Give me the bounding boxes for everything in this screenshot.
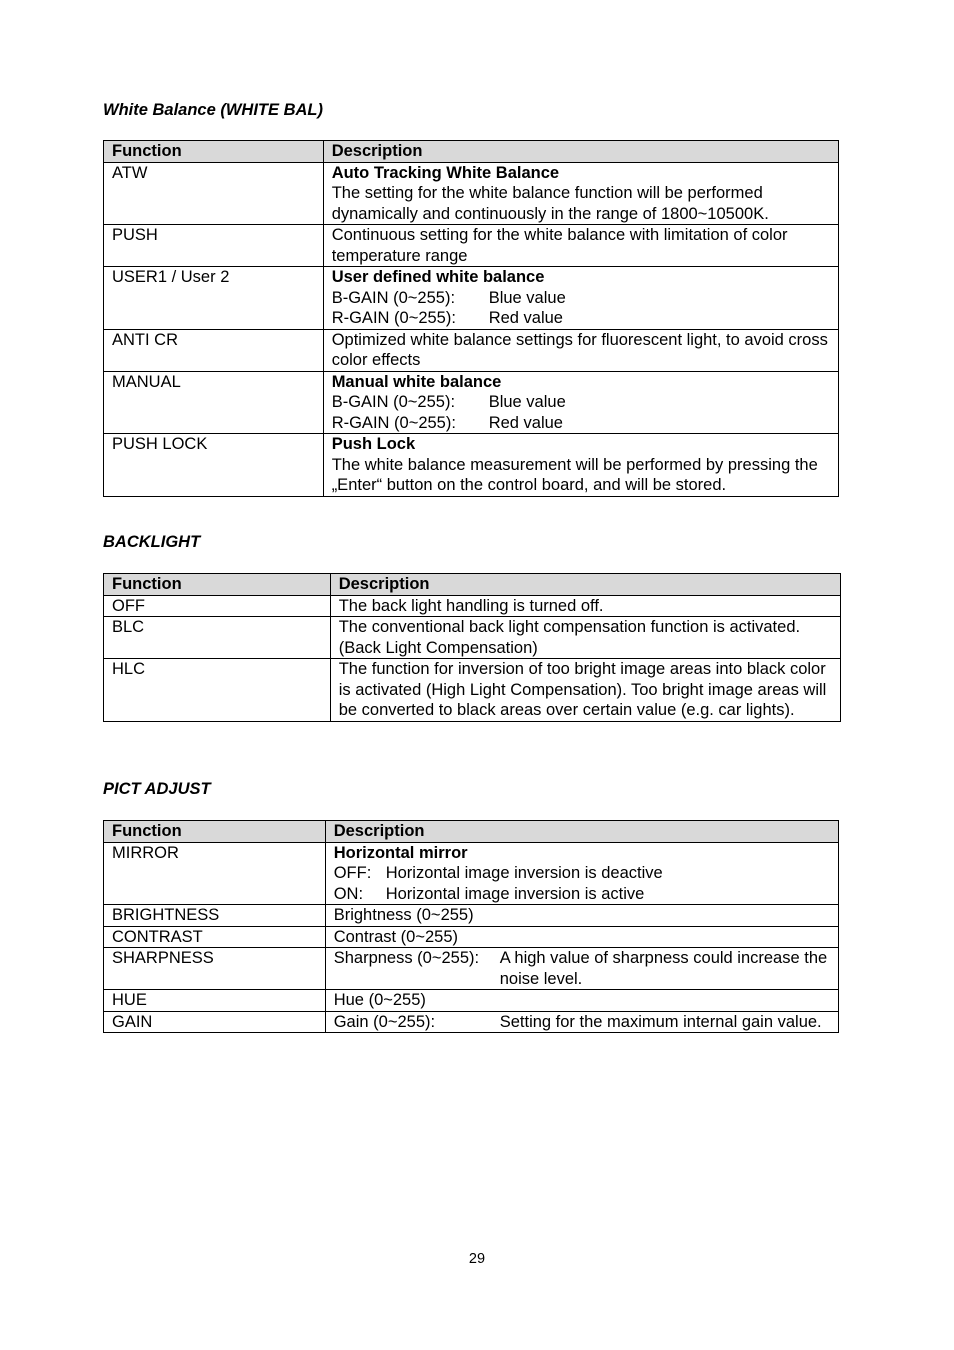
table-row	[104, 225, 839, 267]
param-value: A high value of sharpness could increase the noise level.	[499, 949, 828, 988]
param-value: Setting for the maximum internal gain value.	[499, 1012, 822, 1031]
table-row	[104, 329, 839, 371]
description-title: User defined white balance	[331, 268, 545, 286]
function-cell: ATW	[104, 162, 324, 225]
table-row	[104, 905, 839, 927]
param-line	[334, 884, 832, 905]
param-key: B-GAIN (0~255):	[331, 393, 456, 411]
description-text: Optimized white balance settings for fluorescent light, to avoid cross color effects	[331, 330, 828, 369]
section-title-backlight: BACKLIGHT	[103, 533, 201, 551]
param-line	[334, 1012, 832, 1033]
param-key: Sharpness (0~255):	[333, 949, 480, 967]
description-text: The white balance measurement will be performed by pressing the „Enter“ button on the control board, and will be stored.	[331, 455, 818, 494]
backlight-table	[103, 573, 841, 722]
function-cell: SHARPNESS	[104, 948, 326, 990]
function-cell: MIRROR	[104, 842, 326, 905]
description-text: The setting for the white balance function will be performed dynamically and continuously in the range of 1800~10500K.	[331, 184, 769, 223]
description-title: Push Lock	[331, 435, 416, 453]
table-row	[104, 926, 839, 948]
description-title: Auto Tracking White Balance	[331, 163, 560, 182]
param-value: Red value	[488, 309, 563, 327]
description-cell: Contrast (0~255)	[325, 926, 838, 948]
description-cell	[323, 267, 838, 330]
table-row	[104, 371, 839, 434]
function-cell: PUSH	[104, 225, 324, 267]
header-description: Description	[330, 574, 840, 596]
param-line	[332, 308, 832, 329]
header-function: Function	[104, 574, 331, 596]
header-description: Description	[325, 821, 838, 843]
description-cell: Hue (0~255)	[325, 990, 838, 1012]
table-row	[104, 659, 841, 722]
section-title-white-balance: White Balance (WHITE BAL)	[103, 101, 324, 119]
description-cell	[325, 842, 838, 905]
function-cell: BRIGHTNESS	[104, 905, 326, 927]
description-cell	[323, 329, 838, 371]
param-line	[332, 392, 832, 413]
description-cell: The conventional back light compensation function is activated. (Back Light Compensation)	[330, 617, 840, 659]
white-balance-table	[103, 140, 839, 497]
param-line	[332, 288, 832, 309]
description-cell: Brightness (0~255)	[325, 905, 838, 927]
param-key: R-GAIN (0~255):	[331, 309, 456, 327]
param-value: Red value	[488, 413, 563, 432]
page-number: 29	[468, 1251, 486, 1267]
table-row	[104, 617, 841, 659]
description-cell	[323, 225, 838, 267]
param-key: ON:	[333, 884, 364, 903]
header-function: Function	[104, 821, 326, 843]
param-line	[334, 948, 832, 989]
section-title-pict-adjust: PICT ADJUST	[103, 780, 211, 798]
pict-adjust-table	[103, 820, 839, 1033]
table-row	[104, 267, 839, 330]
description-cell	[323, 371, 838, 434]
table-row	[104, 162, 839, 225]
param-value: Blue value	[488, 393, 566, 411]
param-key: R-GAIN (0~255):	[331, 413, 456, 432]
table-row	[104, 990, 839, 1012]
description-title: Horizontal mirror	[333, 843, 468, 862]
function-cell: HUE	[104, 990, 326, 1012]
function-cell: ANTI CR	[104, 329, 324, 371]
param-value: Blue value	[488, 288, 566, 307]
param-key: OFF:	[333, 864, 372, 882]
function-cell: BLC	[104, 617, 331, 659]
description-title: Manual white balance	[331, 372, 502, 391]
param-value: Horizontal image inversion is active	[385, 884, 645, 903]
description-cell	[325, 1011, 838, 1033]
param-value: Horizontal image inversion is deactive	[385, 864, 663, 882]
description-cell	[323, 162, 838, 225]
table-header-row	[104, 141, 839, 163]
param-line	[332, 413, 832, 434]
function-cell: OFF	[104, 595, 331, 617]
function-cell: GAIN	[104, 1011, 326, 1033]
table-row	[104, 434, 839, 497]
function-cell: HLC	[104, 659, 331, 722]
description-cell: The back light handling is turned off.	[330, 595, 840, 617]
param-key: Gain (0~255):	[333, 1012, 436, 1031]
function-cell: USER1 / User 2	[104, 267, 324, 330]
description-cell	[325, 948, 838, 990]
table-row	[104, 948, 839, 990]
function-cell: MANUAL	[104, 371, 324, 434]
description-text: Continuous setting for the white balance with limitation of color temperature range	[331, 226, 788, 265]
function-cell: CONTRAST	[104, 926, 326, 948]
table-row	[104, 595, 841, 617]
param-line	[334, 863, 832, 884]
description-cell	[323, 434, 838, 497]
table-header-row	[104, 574, 841, 596]
description-cell: The function for inversion of too bright image areas into black color is activated (High Light Compensation). Too bright image areas will be converted to black areas over certain value (e.g. car lights).	[330, 659, 840, 722]
table-row	[104, 842, 839, 905]
table-header-row	[104, 821, 839, 843]
table-row	[104, 1011, 839, 1033]
function-cell: PUSH LOCK	[104, 434, 324, 497]
param-key: B-GAIN (0~255):	[331, 288, 456, 307]
header-function: Function	[104, 141, 324, 163]
header-description: Description	[323, 141, 838, 163]
